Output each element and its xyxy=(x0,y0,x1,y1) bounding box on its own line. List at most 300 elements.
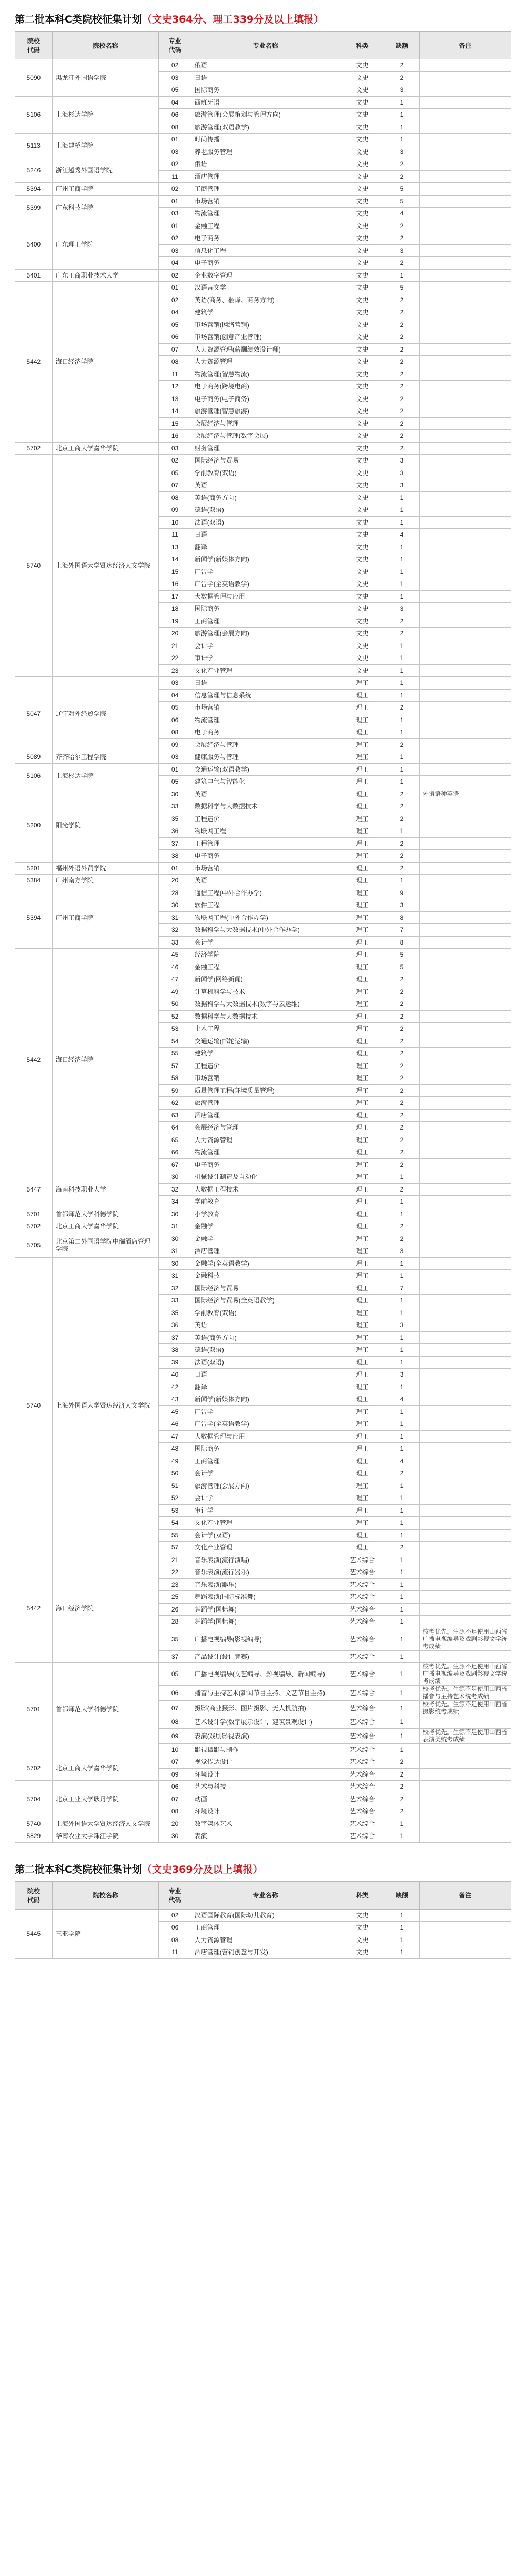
major-name-cell: 电子商务(跨境电商) xyxy=(191,381,340,393)
subject-cell: 艺术综合 xyxy=(340,1805,385,1818)
note-cell xyxy=(419,529,511,541)
major-code-cell: 18 xyxy=(159,603,191,615)
plan-count-cell: 2 xyxy=(385,294,419,306)
school-name-cell: 首都师范大学科德学院 xyxy=(52,1208,159,1220)
major-name-cell: 物联网工程 xyxy=(191,825,340,838)
plan-count-cell: 2 xyxy=(385,1542,419,1554)
note-cell xyxy=(419,1480,511,1492)
major-name-cell: 信息化工程 xyxy=(191,244,340,257)
school-name-cell: 海口经济学院 xyxy=(52,949,159,1171)
major-name-cell: 电子商务 xyxy=(191,232,340,245)
subject-cell: 文史 xyxy=(340,442,385,455)
plan-count-cell: 5 xyxy=(385,949,419,961)
school-name-cell: 广州工商学院 xyxy=(52,183,159,196)
note-cell xyxy=(419,825,511,838)
major-code-cell: 52 xyxy=(159,1492,191,1505)
major-code-cell: 57 xyxy=(159,1542,191,1554)
table-row xyxy=(15,195,511,208)
subject-cell: 理工 xyxy=(340,1430,385,1443)
major-code-cell: 22 xyxy=(159,652,191,665)
plan-count-cell: 3 xyxy=(385,899,419,912)
note-cell xyxy=(419,381,511,393)
major-name-cell: 广告学(全英语教学) xyxy=(191,1418,340,1431)
major-code-cell: 30 xyxy=(159,899,191,912)
major-code-cell: 06 xyxy=(159,1686,191,1701)
plan-count-cell: 1 xyxy=(385,677,419,690)
school-code-cell: 5399 xyxy=(15,195,53,220)
major-name-cell: 德语(双语) xyxy=(191,504,340,517)
major-name-cell: 旅游管理(会展方向) xyxy=(191,1480,340,1492)
plan-count-cell: 1 xyxy=(385,1743,419,1756)
major-code-cell: 63 xyxy=(159,1109,191,1122)
subject-cell: 文史 xyxy=(340,590,385,603)
note-cell xyxy=(419,1430,511,1443)
note-cell xyxy=(419,1805,511,1818)
major-code-cell: 02 xyxy=(159,158,191,171)
school-name-cell: 北京工业大学耿丹学院 xyxy=(52,1781,159,1818)
note-cell xyxy=(419,442,511,455)
major-code-cell: 02 xyxy=(159,294,191,306)
table-row xyxy=(15,1220,511,1233)
plan-count-cell: 1 xyxy=(385,664,419,677)
major-code-cell: 25 xyxy=(159,1591,191,1604)
plan-count-cell: 1 xyxy=(385,1270,419,1282)
note-cell xyxy=(419,1122,511,1134)
plan-count-cell: 2 xyxy=(385,158,419,171)
note-cell xyxy=(419,1023,511,1035)
major-name-cell: 日语 xyxy=(191,529,340,541)
subject-cell: 文史 xyxy=(340,566,385,578)
major-code-cell: 03 xyxy=(159,71,191,84)
major-code-cell: 08 xyxy=(159,726,191,739)
major-code-cell: 11 xyxy=(159,170,191,183)
major-code-cell: 54 xyxy=(159,1035,191,1048)
plan-count-cell: 3 xyxy=(385,244,419,257)
subject-cell: 文史 xyxy=(340,282,385,294)
table-row xyxy=(15,1756,511,1769)
subject-cell: 理工 xyxy=(340,1492,385,1505)
subject-cell: 理工 xyxy=(340,875,385,887)
table-row xyxy=(15,788,511,800)
section-1-title-highlight: （文史364分、理工339分及以上填报） xyxy=(141,14,324,25)
note-cell xyxy=(419,1208,511,1220)
note-cell xyxy=(419,1443,511,1455)
subject-cell: 文史 xyxy=(340,430,385,443)
school-code-cell: 5442 xyxy=(15,949,53,1171)
plan-count-cell: 1 xyxy=(385,541,419,553)
note-cell xyxy=(419,875,511,887)
plan-count-cell: 2 xyxy=(385,1010,419,1023)
subject-cell: 理工 xyxy=(340,986,385,998)
school-code-cell: 5401 xyxy=(15,269,53,282)
major-name-cell: 质量管理工程(环境质量管理) xyxy=(191,1084,340,1097)
note-cell xyxy=(419,1946,511,1959)
plan-count-cell: 3 xyxy=(385,603,419,615)
note-cell xyxy=(419,331,511,344)
subject-cell: 理工 xyxy=(340,677,385,690)
major-name-cell: 国际商务 xyxy=(191,1443,340,1455)
major-code-cell: 21 xyxy=(159,640,191,652)
major-name-cell: 时尚传播 xyxy=(191,134,340,146)
note-cell xyxy=(419,553,511,566)
subject-cell: 理工 xyxy=(340,800,385,813)
note-cell xyxy=(419,1393,511,1406)
subject-cell: 理工 xyxy=(340,714,385,726)
major-name-cell: 信息管理与信息系统 xyxy=(191,689,340,702)
plan-count-cell: 2 xyxy=(385,850,419,863)
major-code-cell: 45 xyxy=(159,1405,191,1418)
plan-count-cell: 2 xyxy=(385,417,419,430)
subject-cell: 理工 xyxy=(340,1405,385,1418)
school-code-cell: 5090 xyxy=(15,59,53,97)
major-name-cell: 电子商务 xyxy=(191,850,340,863)
major-name-cell: 会展经济与管理(数字会展) xyxy=(191,430,340,443)
school-name-cell: 上海外国语大学贤达经济人文学院 xyxy=(52,1818,159,1830)
major-name-cell: 法语(双语) xyxy=(191,1356,340,1369)
subject-cell: 文史 xyxy=(340,455,385,467)
major-name-cell: 广告学(全英语教学) xyxy=(191,578,340,591)
major-code-cell: 11 xyxy=(159,529,191,541)
school-name-cell: 华南农业大学珠江学院 xyxy=(52,1830,159,1843)
major-name-cell: 英语(商务方向) xyxy=(191,1331,340,1344)
major-code-cell: 30 xyxy=(159,1171,191,1184)
major-name-cell: 市场营销 xyxy=(191,1072,340,1085)
plan-count-cell: 1 xyxy=(385,652,419,665)
plan-count-cell: 3 xyxy=(385,1319,419,1332)
major-code-cell: 33 xyxy=(159,1295,191,1307)
plan-count-cell: 1 xyxy=(385,1554,419,1566)
major-code-cell: 09 xyxy=(159,504,191,517)
plan-count-cell: 2 xyxy=(385,862,419,875)
major-code-cell: 05 xyxy=(159,776,191,788)
note-cell xyxy=(419,430,511,443)
subject-cell: 理工 xyxy=(340,1072,385,1085)
subject-cell: 文史 xyxy=(340,664,385,677)
school-name-cell: 阳光学院 xyxy=(52,788,159,862)
major-name-cell: 俄语 xyxy=(191,59,340,72)
major-code-cell: 08 xyxy=(159,491,191,504)
plan-count-cell: 4 xyxy=(385,1455,419,1467)
note-cell: 校考优先。生源不足使用山西省表演类统考成绩 xyxy=(419,1728,511,1743)
plan-count-cell: 1 xyxy=(385,1663,419,1686)
subject-cell: 理工 xyxy=(340,1035,385,1048)
subject-cell: 文史 xyxy=(340,479,385,492)
subject-cell: 文史 xyxy=(340,319,385,331)
subject-cell: 文史 xyxy=(340,331,385,344)
school-code-cell: 5246 xyxy=(15,158,53,183)
major-code-cell: 20 xyxy=(159,875,191,887)
subject-cell: 理工 xyxy=(340,1542,385,1554)
note-cell xyxy=(419,1356,511,1369)
major-code-cell: 50 xyxy=(159,1467,191,1480)
major-name-cell: 工商管理 xyxy=(191,615,340,628)
note-cell xyxy=(419,71,511,84)
note-cell xyxy=(419,726,511,739)
note-cell xyxy=(419,1554,511,1566)
plan-count-cell: 2 xyxy=(385,1146,419,1159)
major-name-cell: 音乐表演(器乐) xyxy=(191,1578,340,1591)
note-cell xyxy=(419,1591,511,1604)
subject-cell: 艺术综合 xyxy=(340,1603,385,1616)
plan-count-cell: 1 xyxy=(385,1418,419,1431)
major-name-cell: 旅游管理 xyxy=(191,1097,340,1110)
major-name-cell: 人力资源管理(薪酬绩效设计师) xyxy=(191,343,340,356)
note-cell xyxy=(419,1307,511,1319)
major-name-cell: 市场营销(网络营销) xyxy=(191,319,340,331)
section-1-rows xyxy=(15,59,511,1843)
plan-count-cell: 1 xyxy=(385,590,419,603)
major-code-cell: 07 xyxy=(159,343,191,356)
major-name-cell: 俄语 xyxy=(191,158,340,171)
major-name-cell: 动画 xyxy=(191,1793,340,1805)
school-code-cell: 5106 xyxy=(15,96,53,134)
table-row xyxy=(15,220,511,232)
header-major-code: 专业 代码 xyxy=(159,32,191,59)
subject-cell: 文史 xyxy=(340,541,385,553)
subject-cell: 理工 xyxy=(340,1331,385,1344)
header-subject: 科类 xyxy=(340,1881,385,1909)
plan-count-cell: 3 xyxy=(385,467,419,479)
subject-cell: 文史 xyxy=(340,356,385,368)
note-cell xyxy=(419,343,511,356)
plan-count-cell: 2 xyxy=(385,232,419,245)
major-name-cell: 广告学 xyxy=(191,1405,340,1418)
major-code-cell: 02 xyxy=(159,269,191,282)
subject-cell: 理工 xyxy=(340,1480,385,1492)
major-name-cell: 产品设计(设计竞赛) xyxy=(191,1650,340,1663)
major-code-cell: 22 xyxy=(159,1566,191,1579)
school-name-cell: 黑龙江外国语学院 xyxy=(52,59,159,97)
note-cell xyxy=(419,961,511,973)
major-name-cell: 市场营销 xyxy=(191,195,340,208)
school-name-cell: 上海建桥学院 xyxy=(52,134,159,158)
major-name-cell: 会计学 xyxy=(191,936,340,949)
note-cell xyxy=(419,862,511,875)
plan-count-cell: 4 xyxy=(385,529,419,541)
major-code-cell: 31 xyxy=(159,1220,191,1233)
major-code-cell: 32 xyxy=(159,1282,191,1295)
plan-count-cell: 2 xyxy=(385,1109,419,1122)
major-code-cell: 04 xyxy=(159,96,191,109)
major-code-cell: 62 xyxy=(159,1097,191,1110)
school-name-cell: 北京工商大学嘉华学院 xyxy=(52,442,159,455)
plan-count-cell: 2 xyxy=(385,1467,419,1480)
major-name-cell: 金融学 xyxy=(191,1220,340,1233)
major-code-cell: 36 xyxy=(159,1319,191,1332)
table-row xyxy=(15,1818,511,1830)
plan-count-cell: 2 xyxy=(385,628,419,640)
plan-count-cell: 2 xyxy=(385,702,419,714)
major-name-cell: 旅游管理(双语教学) xyxy=(191,121,340,134)
subject-cell: 理工 xyxy=(340,1257,385,1270)
subject-cell: 艺术综合 xyxy=(340,1793,385,1805)
subject-cell: 文史 xyxy=(340,343,385,356)
plan-count-cell: 8 xyxy=(385,936,419,949)
plan-count-cell: 2 xyxy=(385,1134,419,1146)
note-cell xyxy=(419,664,511,677)
note-cell xyxy=(419,1934,511,1946)
table-row xyxy=(15,96,511,109)
table-row xyxy=(15,158,511,171)
major-name-cell: 工程管理 xyxy=(191,837,340,850)
plan-count-cell: 2 xyxy=(385,170,419,183)
plan-count-cell: 1 xyxy=(385,1517,419,1530)
note-cell xyxy=(419,244,511,257)
major-code-cell: 47 xyxy=(159,1430,191,1443)
subject-cell: 文史 xyxy=(340,244,385,257)
note-cell xyxy=(419,751,511,764)
major-code-cell: 59 xyxy=(159,1084,191,1097)
plan-count-cell: 1 xyxy=(385,1257,419,1270)
major-code-cell: 26 xyxy=(159,1603,191,1616)
header-major-name: 专业名称 xyxy=(191,1881,340,1909)
subject-cell: 文史 xyxy=(340,134,385,146)
major-code-cell: 45 xyxy=(159,949,191,961)
header-school-code: 院校 代码 xyxy=(15,1881,53,1909)
plan-count-cell: 1 xyxy=(385,1830,419,1843)
subject-cell: 理工 xyxy=(340,1196,385,1208)
major-name-cell: 旅游管理(会展策划与管理方向) xyxy=(191,109,340,121)
subject-cell: 文史 xyxy=(340,628,385,640)
school-name-cell: 齐齐哈尔工程学院 xyxy=(52,751,159,764)
note-cell xyxy=(419,84,511,97)
note-cell xyxy=(419,306,511,319)
plan-count-cell: 2 xyxy=(385,1793,419,1805)
major-name-cell: 酒店管理 xyxy=(191,170,340,183)
plan-count-cell: 1 xyxy=(385,1356,419,1369)
table-row xyxy=(15,1781,511,1793)
note-cell xyxy=(419,652,511,665)
major-name-cell: 数据科学与大数据技术(数字与云运维) xyxy=(191,998,340,1011)
note-cell xyxy=(419,1331,511,1344)
major-code-cell: 07 xyxy=(159,479,191,492)
major-name-cell: 舞蹈表演(国际标准舞) xyxy=(191,1591,340,1604)
subject-cell: 理工 xyxy=(340,702,385,714)
section-1-title-main: 第二批本科C类院校征集计划 xyxy=(15,14,142,25)
major-code-cell: 06 xyxy=(159,109,191,121)
major-name-cell: 金融学(全英语教学) xyxy=(191,1257,340,1270)
plan-count-cell: 3 xyxy=(385,455,419,467)
plan-count-cell: 1 xyxy=(385,1430,419,1443)
major-code-cell: 21 xyxy=(159,1554,191,1566)
major-code-cell: 35 xyxy=(159,1628,191,1650)
note-cell xyxy=(419,603,511,615)
table-row xyxy=(15,269,511,282)
major-code-cell: 05 xyxy=(159,319,191,331)
note-cell xyxy=(419,899,511,912)
subject-cell: 理工 xyxy=(340,1023,385,1035)
school-code-cell: 5442 xyxy=(15,282,53,443)
major-name-cell: 德语(双语) xyxy=(191,1344,340,1357)
note-cell xyxy=(419,405,511,418)
note-cell xyxy=(419,1084,511,1097)
subject-cell: 理工 xyxy=(340,776,385,788)
table-row xyxy=(15,455,511,467)
note-cell xyxy=(419,1529,511,1542)
note-cell xyxy=(419,776,511,788)
major-code-cell: 11 xyxy=(159,1946,191,1959)
major-code-cell: 05 xyxy=(159,1663,191,1686)
note-cell xyxy=(419,1097,511,1110)
major-name-cell: 数据科学与大数据技术(中外合作办学) xyxy=(191,924,340,937)
school-name-cell: 上海杉达学院 xyxy=(52,763,159,788)
subject-cell: 理工 xyxy=(340,1158,385,1171)
major-code-cell: 38 xyxy=(159,1344,191,1357)
school-code-cell: 5201 xyxy=(15,862,53,875)
subject-cell: 文史 xyxy=(340,615,385,628)
major-name-cell: 财务管理 xyxy=(191,442,340,455)
school-code-cell: 5394 xyxy=(15,183,53,196)
plan-count-cell: 2 xyxy=(385,1122,419,1134)
major-name-cell: 国际经济与贸易(全英语教学) xyxy=(191,1295,340,1307)
major-code-cell: 01 xyxy=(159,220,191,232)
subject-cell: 理工 xyxy=(340,1443,385,1455)
major-code-cell: 09 xyxy=(159,1728,191,1743)
major-name-cell: 英语 xyxy=(191,1319,340,1332)
major-name-cell: 电子商务 xyxy=(191,1158,340,1171)
plan-count-cell: 1 xyxy=(385,1295,419,1307)
plan-count-cell: 1 xyxy=(385,1344,419,1357)
table-row xyxy=(15,282,511,294)
subject-cell: 理工 xyxy=(340,973,385,986)
school-code-cell: 5702 xyxy=(15,1756,53,1781)
note-cell xyxy=(419,109,511,121)
subject-cell: 文史 xyxy=(340,516,385,529)
plan-count-cell: 2 xyxy=(385,220,419,232)
plan-count-cell: 2 xyxy=(385,1158,419,1171)
note-cell xyxy=(419,566,511,578)
major-name-cell: 金融学 xyxy=(191,1233,340,1245)
major-code-cell: 11 xyxy=(159,368,191,381)
major-name-cell: 翻译 xyxy=(191,541,340,553)
note-cell xyxy=(419,1109,511,1122)
subject-cell: 文史 xyxy=(340,504,385,517)
plan-count-cell: 1 xyxy=(385,1701,419,1716)
major-name-cell: 人力资源管理 xyxy=(191,1934,340,1946)
major-code-cell: 04 xyxy=(159,257,191,270)
major-code-cell: 46 xyxy=(159,1418,191,1431)
note-cell xyxy=(419,1781,511,1793)
header-plan: 缺额 xyxy=(385,32,419,59)
plan-count-cell: 1 xyxy=(385,269,419,282)
plan-count-cell: 2 xyxy=(385,1097,419,1110)
subject-cell: 理工 xyxy=(340,862,385,875)
note-cell xyxy=(419,1048,511,1060)
plan-count-cell: 1 xyxy=(385,1616,419,1628)
subject-cell: 文史 xyxy=(340,121,385,134)
major-name-cell: 环境设计 xyxy=(191,1768,340,1781)
note-cell xyxy=(419,1405,511,1418)
major-code-cell: 37 xyxy=(159,1331,191,1344)
major-code-cell: 34 xyxy=(159,1196,191,1208)
subject-cell: 文史 xyxy=(340,158,385,171)
major-name-cell: 养老服务管理 xyxy=(191,146,340,158)
major-code-cell: 03 xyxy=(159,751,191,764)
subject-cell: 文史 xyxy=(340,220,385,232)
note-cell xyxy=(419,615,511,628)
major-name-cell: 会计学 xyxy=(191,1467,340,1480)
major-name-cell: 经济学院 xyxy=(191,949,340,961)
plan-count-cell: 2 xyxy=(385,368,419,381)
major-name-cell: 文化产业管理 xyxy=(191,1542,340,1554)
major-name-cell: 物流管理 xyxy=(191,208,340,220)
note-cell xyxy=(419,800,511,813)
note-cell xyxy=(419,319,511,331)
major-name-cell: 建筑学 xyxy=(191,1048,340,1060)
subject-cell: 文史 xyxy=(340,652,385,665)
note-cell xyxy=(419,1381,511,1393)
major-code-cell: 30 xyxy=(159,1208,191,1220)
